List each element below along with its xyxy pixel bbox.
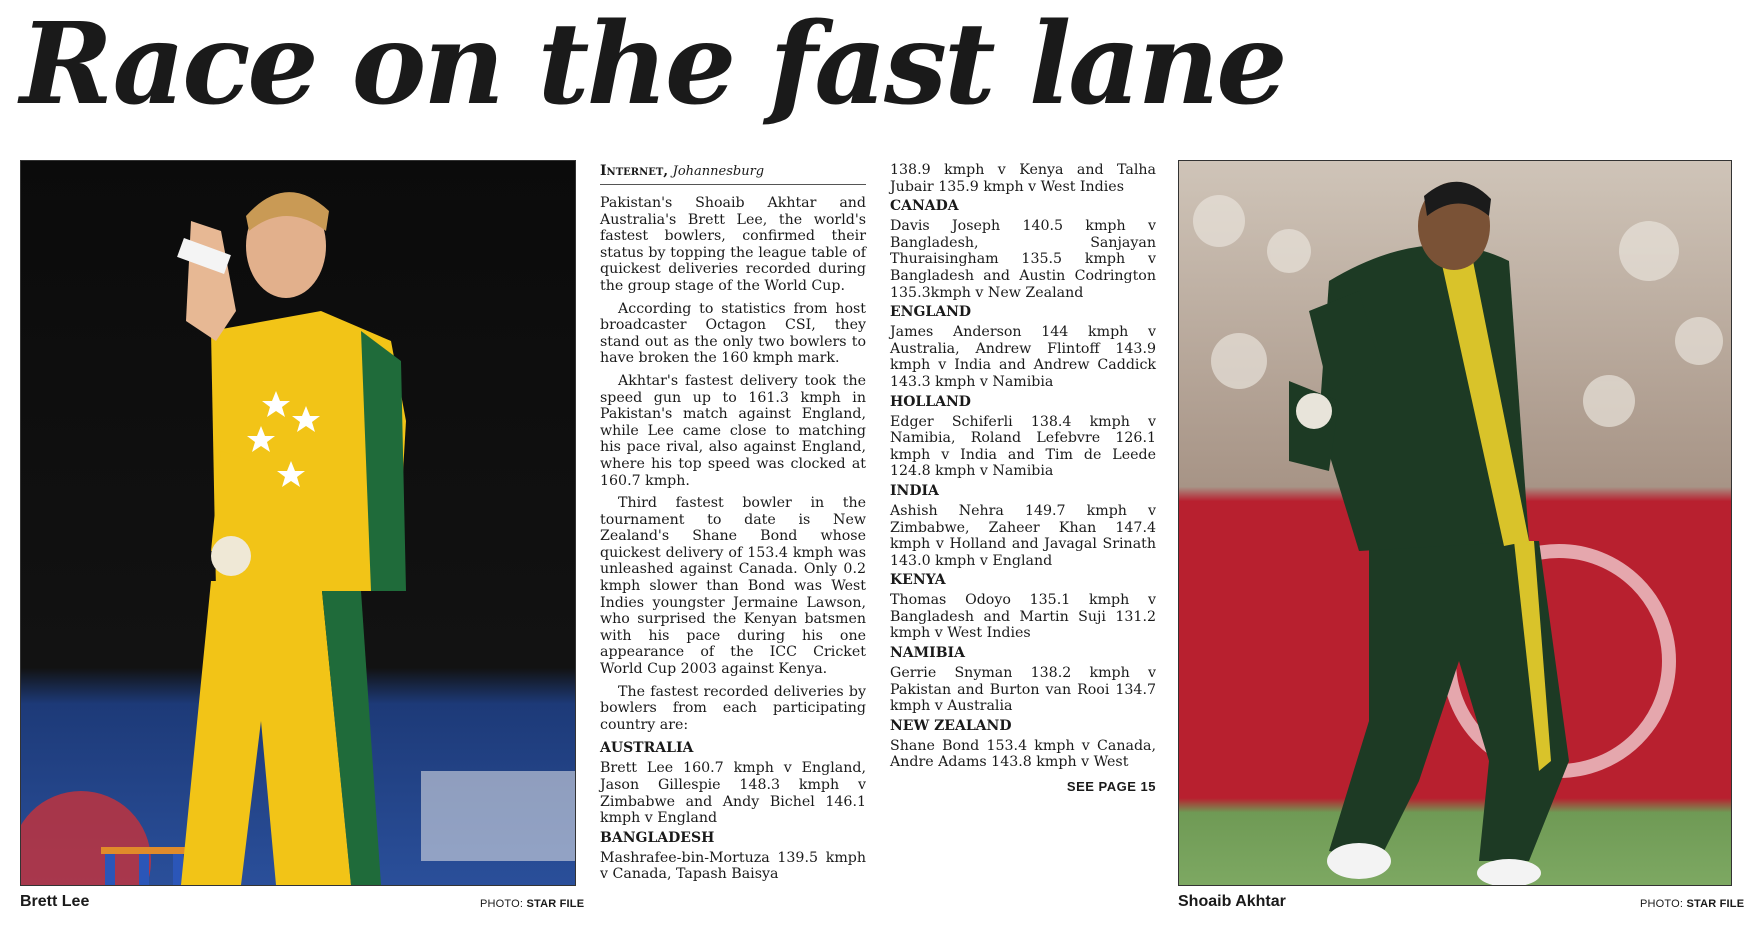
country-heading: HOLLAND: [890, 393, 971, 410]
country-entry: Davis Joseph 140.5 kmph v Bangladesh, Sanjayan Thuraisingham 135.5 kmph v Bangladesh and Austin Codrington 135.3kmph v New Zealand: [890, 218, 1156, 301]
country-entry: Thomas Odoyo 135.1 kmph v Bangladesh and Martin Suji 131.2 kmph v West Indies: [890, 592, 1156, 642]
country-entry: James Anderson 144 kmph v Australia, Andrew Flintoff 143.9 kmph v India and Andrew Caddick 143.3 kmph v Namibia: [890, 324, 1156, 390]
country-entry: Shane Bond 153.4 kmph v Canada, Andre Adams 143.8 kmph v West: [890, 737, 1156, 771]
photo-credit-right: [1640, 898, 1744, 910]
photo-caption-left: Brett Lee: [20, 893, 90, 910]
credit-name: STAR FILE: [526, 898, 585, 910]
body-paragraph: Akhtar's fastest delivery took the speed gun up to 161.3 kmph in Pakistan's match against England, while Lee came close to matching his pace rival, also against England, where his top speed was clocked at 160.7 kmph.: [600, 372, 866, 489]
photo-shoaib-akhtar: [1178, 160, 1732, 886]
country-heading: CANADA: [890, 198, 959, 215]
article-column-2: [890, 162, 1156, 796]
body-paragraph: The fastest recorded deliveries by bowlers from each participating country are:: [600, 683, 866, 733]
country-heading: ENGLAND: [890, 304, 972, 321]
column-continuation: 138.9 kmph v Kenya and Talha Jubair 135.9 kmph v West Indies: [890, 162, 1156, 195]
country-entry: Mashrafee-bin-Mortuza 139.5 kmph v Canada, Tapash Baisya: [600, 849, 866, 883]
body-paragraph: Pakistan's Shoaib Akhtar and Australia's Brett Lee, the world's fastest bowlers, confirmed their status by topping the league table of quickest deliveries recorded during the group stage of the World Cup.: [600, 195, 866, 294]
country-entry: Brett Lee 160.7 kmph v England, Jason Gillespie 148.3 kmph v Zimbabwe and Andy Bichel 146.1 kmph v England: [600, 760, 866, 827]
credit-prefix: PHOTO:: [480, 898, 527, 910]
photo-caption-right: Shoaib Akhtar: [1178, 893, 1286, 910]
dateline: [600, 162, 866, 185]
photo-credit-left: [480, 898, 584, 910]
see-page-link[interactable]: SEE PAGE 15: [1066, 779, 1156, 795]
body-paragraph: Third fastest bowler in the tournament to date is New Zealand's Shane Bond whose quickest delivery of 153.4 kmph was unleashed against Canada. Only 0.2 kmph slower than Bond was West Indies youngster Jermaine Lawson, who surprised the Kenyan batsmen with his pace during his one appearance of the ICC Cricket World Cup 2003 against Kenya.: [600, 495, 866, 678]
credit-prefix: PHOTO:: [1640, 898, 1687, 910]
country-heading: KENYA: [890, 572, 946, 589]
credit-name: STAR FILE: [1686, 898, 1745, 910]
country-heading: INDIA: [890, 482, 939, 499]
article-column-1: [600, 162, 866, 885]
country-heading: NAMIBIA: [890, 645, 965, 662]
bowler-illustration-left: [21, 161, 575, 885]
country-heading: AUSTRALIA: [600, 740, 694, 757]
dateline-location: Johannesburg: [672, 164, 765, 179]
country-heading: BANGLADESH: [600, 829, 715, 846]
bowler-illustration-right: [1179, 161, 1731, 885]
country-entry: Gerrie Snyman 138.2 kmph v Pakistan and Burton van Rooi 134.7 kmph v Australia: [890, 665, 1156, 715]
photo-brett-lee: [20, 160, 576, 886]
country-entry: Edger Schiferli 138.4 kmph v Namibia, Roland Lefebvre 126.1 kmph v India and Tim de Leede 124.8 kmph v Namibia: [890, 413, 1156, 480]
country-heading: NEW ZEALAND: [890, 717, 1012, 734]
body-paragraph: According to statistics from host broadcaster Octagon CSI, they stand out as the only two bowlers to have broken the 160 kmph mark.: [600, 300, 866, 367]
dateline-source: Internet,: [600, 163, 669, 179]
headline: Race on the fast lane: [20, 0, 1285, 130]
country-entry: Ashish Nehra 149.7 kmph v Zimbabwe, Zaheer Khan 147.4 kmph v Holland and Javagal Srinath 143.0 kmph v England: [890, 502, 1156, 569]
